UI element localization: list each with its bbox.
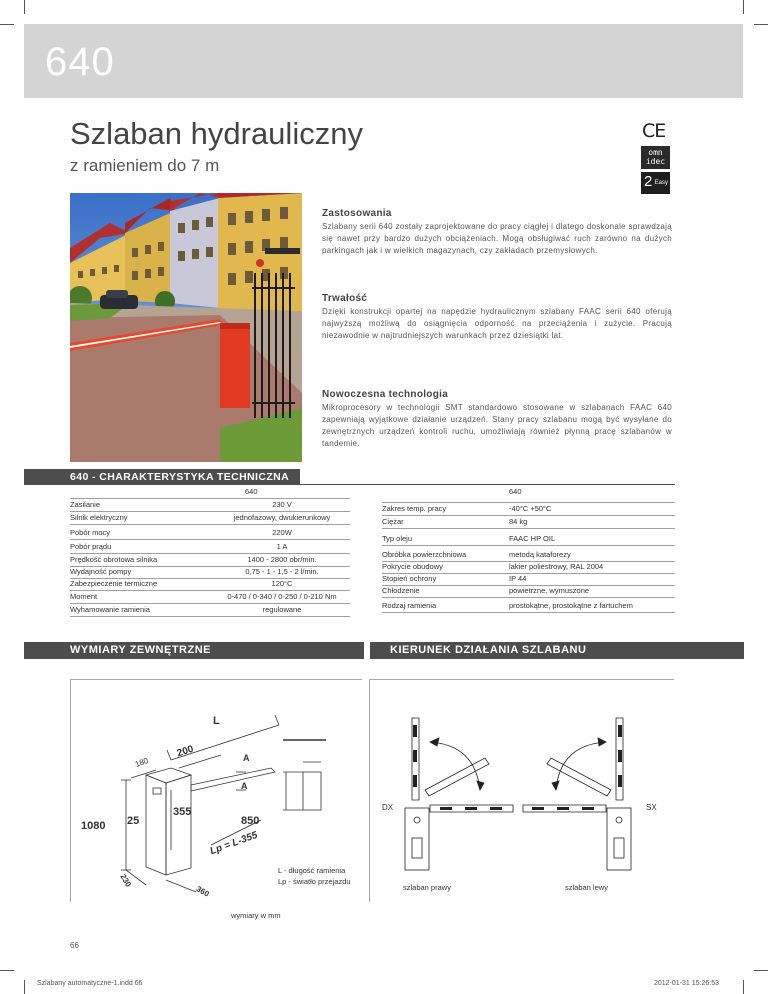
spec-table-left	[70, 486, 350, 636]
spec-label: Pobór prądu	[70, 542, 112, 551]
page-number: 66	[70, 941, 79, 950]
spec-value: 230 V	[272, 500, 292, 509]
sx-label: SX	[646, 803, 657, 812]
direction-drawing	[370, 680, 675, 903]
spec-value: regulowane	[262, 605, 302, 614]
spec-row-rule	[70, 524, 350, 525]
spec-value: IP 44	[509, 574, 527, 583]
page-title: Szlaban hydrauliczny	[70, 116, 363, 151]
spec-value: prostokątne, prostokątne z fartuchem	[509, 601, 633, 610]
left-barrier-label: szlaban lewy	[565, 883, 608, 892]
spec-value: jednofazowy, dwukierunkowy	[233, 513, 331, 522]
crop-mark	[0, 970, 14, 971]
easy-num: 2	[644, 173, 653, 190]
section-technology	[322, 389, 672, 450]
section-text: Dzięki konstrukcji opartej na napędzie hydraulicznym szlabany FAAC serii 640 oferują najwyższą możliwą do osiągnięcia odporność na przeciążenia i zużycie. Pracują niezawodnie w najtrudniejszych warunkach przez dziesiątki lat.	[322, 307, 672, 340]
spec-value: lakier poliestrowy, RAL 2004	[509, 562, 604, 571]
section-heading: Zastosowania	[322, 208, 392, 219]
spec-value: powietrzne, wymuszone	[509, 586, 590, 595]
specs-title-bar: 640 - CHARAKTERYSTYKA TECHNICZNA	[24, 469, 300, 485]
spec-model-header: 640	[245, 487, 258, 496]
dimensions-title-bar: WYMIARY ZEWNĘTRZNE	[24, 642, 364, 659]
dim-label-355: 355	[173, 806, 192, 818]
spec-label: Zasilanie	[70, 500, 101, 509]
dim-label-230: 230	[118, 872, 133, 889]
crop-mark	[24, 980, 25, 994]
spec-value: 0,75 - 1 - 1,5 - 2 l/min.	[245, 567, 319, 576]
right-barrier-label: szlaban prawy	[403, 883, 451, 892]
spec-model-header: 640	[509, 487, 522, 496]
spec-value: 0-470 / 0-340 / 0-250 / 0-210 Nm	[227, 592, 337, 601]
spec-label: Wydajność pompy	[70, 567, 132, 576]
direction-title-bar: KIERUNEK DZIAŁANIA SZLABANU	[370, 642, 744, 659]
spec-label: Moment	[70, 592, 98, 601]
dim-label-360: 360	[194, 884, 211, 899]
spec-value: 1400 - 2800 obr/min.	[247, 555, 317, 564]
dimensions-diagram	[70, 679, 362, 902]
spec-table-right	[382, 486, 675, 636]
page-subtitle: z ramieniem do 7 m	[70, 156, 220, 175]
spec-row-rule	[70, 616, 350, 617]
omnidec-logo-icon	[641, 146, 670, 169]
2easy-logo-icon	[641, 172, 670, 194]
spec-label: Zabezpieczenie termiczne	[70, 579, 158, 588]
file-name: Szlabany automatyczne-1.indd 66	[37, 980, 143, 987]
spec-label: Prędkość obrotowa silnika	[70, 555, 158, 564]
dim-label-25: 25	[127, 815, 140, 827]
spec-row-rule	[382, 612, 675, 613]
spec-label: Typ oleju	[382, 534, 413, 543]
section-applications	[322, 208, 672, 257]
spec-label: Pobór mocy	[70, 528, 111, 537]
dx-label: DX	[382, 803, 394, 812]
legend-passage: Lp - światło przejazdu	[278, 877, 351, 886]
crop-mark	[743, 980, 744, 994]
section-heading: Trwałość	[322, 293, 368, 304]
spec-label: Stopień ochrony	[382, 574, 437, 583]
dim-label-L: L	[213, 715, 220, 727]
section-heading: Nowoczesna technologia	[322, 389, 449, 400]
spec-label: Silnik elektryczny	[70, 513, 128, 522]
spec-label: Wyhamowanie ramienia	[70, 605, 150, 614]
spec-value: 84 kg	[509, 517, 528, 526]
section-durability	[322, 293, 672, 342]
spec-label: Ciężar	[382, 517, 404, 526]
crop-mark	[754, 24, 768, 25]
crop-mark	[0, 24, 14, 25]
section-text: Szlabany serii 640 zostały zaprojektowane do pracy ciągłej i dlatego doskonale sprawdzają się nawet przy bardzo dużych obciążeniach. Mogą obsługiwać ruch zarówno na dużych parkingach jak i w wielkich magazynach, czy zakładach przemysłowych.	[322, 222, 672, 255]
dimensions-units: wymiary w mm	[231, 911, 281, 920]
dim-label-850: 850	[241, 815, 260, 827]
spec-value: -40°C +50°C	[509, 504, 552, 513]
spec-label: Rodzaj ramienia	[382, 601, 437, 610]
spec-row-rule	[70, 539, 350, 540]
direction-diagram	[369, 679, 674, 902]
omni-line2: idec	[645, 157, 666, 166]
crop-mark	[743, 0, 744, 14]
ce-mark-icon: CE	[642, 120, 666, 142]
spec-row-rule	[70, 498, 350, 499]
section-text: Mikroprocesory w technologii SMT standardowo stosowane w szlabanach FAAC 640 zapewniają wyjątkowe działanie urządzeń. Stany pracy szlabanu mogą być wysyłane do zewnętrznych urządzeń kontroli ruchu, umożliwiają również płynną pracę szlabanów w tandemie.	[322, 403, 672, 448]
spec-value: metodą kataforezy	[509, 550, 571, 559]
spec-row-rule	[382, 545, 675, 546]
spec-label: Obróbka powierzchniowa	[382, 550, 467, 559]
dim-label-lp: Lp = L-355	[208, 829, 260, 858]
spec-value: 220W	[272, 528, 292, 537]
dim-label-180: 180	[133, 755, 150, 770]
dim-label-A2: A	[241, 781, 248, 791]
spec-label: Zakres temp. pracy	[382, 504, 447, 513]
spec-value: 1 A	[276, 542, 288, 551]
spec-value: FAAC HP OIL	[509, 534, 556, 543]
omni-line1: omn	[648, 148, 663, 157]
dim-label-1080: 1080	[81, 820, 106, 832]
dim-label-A1: A	[243, 753, 250, 763]
spec-row-rule	[382, 597, 675, 598]
spec-label: Chłodzenie	[382, 586, 420, 595]
barrier-photo	[70, 193, 302, 462]
dim-label-200: 200	[175, 743, 195, 760]
crop-mark	[754, 970, 768, 971]
spec-row-rule	[382, 528, 675, 529]
spec-row-rule	[382, 515, 675, 516]
spec-row-rule	[382, 502, 675, 503]
crop-mark	[24, 0, 25, 14]
header-band	[24, 24, 743, 98]
spec-label: Pokrycie obudowy	[382, 562, 443, 571]
easy-text: Easy	[654, 180, 668, 186]
model-number: 640	[45, 40, 115, 84]
specs-rule	[300, 484, 675, 485]
spec-value: 120°C	[271, 579, 293, 588]
timestamp: 2012-01-31 15:26:53	[654, 980, 719, 987]
legend-length: L - długość ramienia	[278, 866, 346, 875]
